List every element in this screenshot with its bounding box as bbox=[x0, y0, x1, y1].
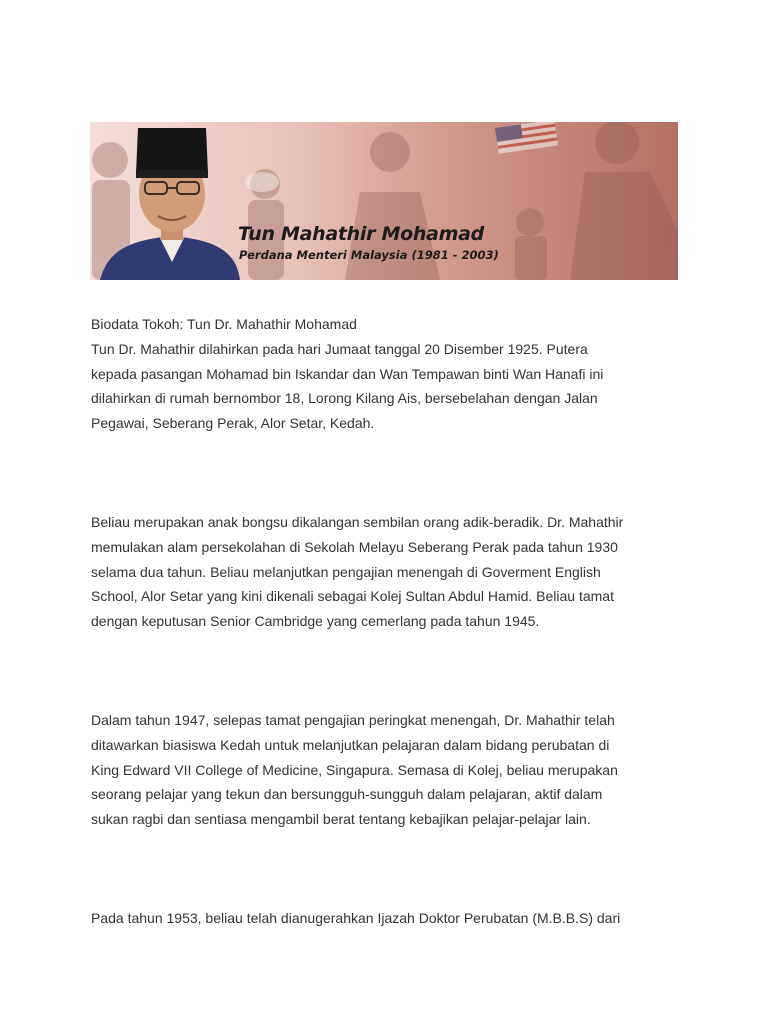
text-line: Tun Dr. Mahathir dilahirkan pada hari Jumaat tanggal 20 Disember 1925. Putera bbox=[91, 340, 588, 357]
paragraph-3 bbox=[91, 708, 691, 832]
text-line: memulakan alam persekolahan di Sekolah Melayu Seberang Perak pada tahun 1930 bbox=[91, 538, 618, 555]
text-line: seorang pelajar yang tekun dan bersungguh-sungguh dalam pelajaran, aktif dalam bbox=[91, 786, 603, 803]
text-line: ditawarkan biasiswa Kedah untuk melanjutkan pelajaran dalam bidang perubatan di bbox=[91, 736, 610, 753]
banner-title: Tun Mahathir Mohamad bbox=[238, 223, 484, 245]
text-line: Dalam tahun 1947, selepas tamat pengajian peringkat menengah, Dr. Mahathir telah bbox=[91, 711, 615, 728]
text-line: School, Alor Setar yang kini dikenali sebagai Kolej Sultan Abdul Hamid. Beliau tamat bbox=[91, 588, 614, 605]
text-line: dilahirkan di rumah bernombor 18, Lorong Kilang Ais, bersebelahan dengan Jalan bbox=[91, 390, 598, 407]
text-line: Pegawai, Seberang Perak, Alor Setar, Kedah. bbox=[91, 415, 375, 432]
text-line: kepada pasangan Mohamad bin Iskandar dan Wan Tempawan binti Wan Hanafi ini bbox=[91, 365, 604, 382]
paragraph-spacer bbox=[91, 832, 691, 906]
text-line: Beliau merupakan anak bongsu dikalangan sembilan orang adik-beradik. Dr. Mahathir bbox=[91, 513, 624, 530]
paragraph-2 bbox=[91, 510, 691, 634]
banner-subtitle: Perdana Menteri Malaysia (1981 - 2003) bbox=[239, 248, 499, 262]
paragraph-spacer bbox=[91, 436, 691, 510]
paragraph-1 bbox=[91, 312, 691, 436]
text-line: sukan ragbi dan sentiasa mengambil berat tentang kebajikan pelajar-pelajar lain. bbox=[91, 811, 591, 828]
text-line: selama dua tahun. Beliau melanjutkan pengajian menengah di Goverment English bbox=[91, 563, 601, 580]
text-line: Pada tahun 1953, beliau telah dianugerahkan Ijazah Doktor Perubatan (M.B.B.S) dari bbox=[91, 909, 621, 926]
header-banner bbox=[90, 122, 678, 280]
text-line: dengan keputusan Senior Cambridge yang cemerlang pada tahun 1945. bbox=[91, 613, 540, 630]
paragraph-4 bbox=[91, 906, 691, 931]
paragraph-spacer bbox=[91, 634, 691, 708]
text-line: King Edward VII College of Medicine, Singapura. Semasa di Kolej, beliau merupakan bbox=[91, 761, 618, 778]
document-body bbox=[91, 312, 691, 931]
document-heading: Biodata Tokoh: Tun Dr. Mahathir Mohamad bbox=[91, 316, 357, 332]
